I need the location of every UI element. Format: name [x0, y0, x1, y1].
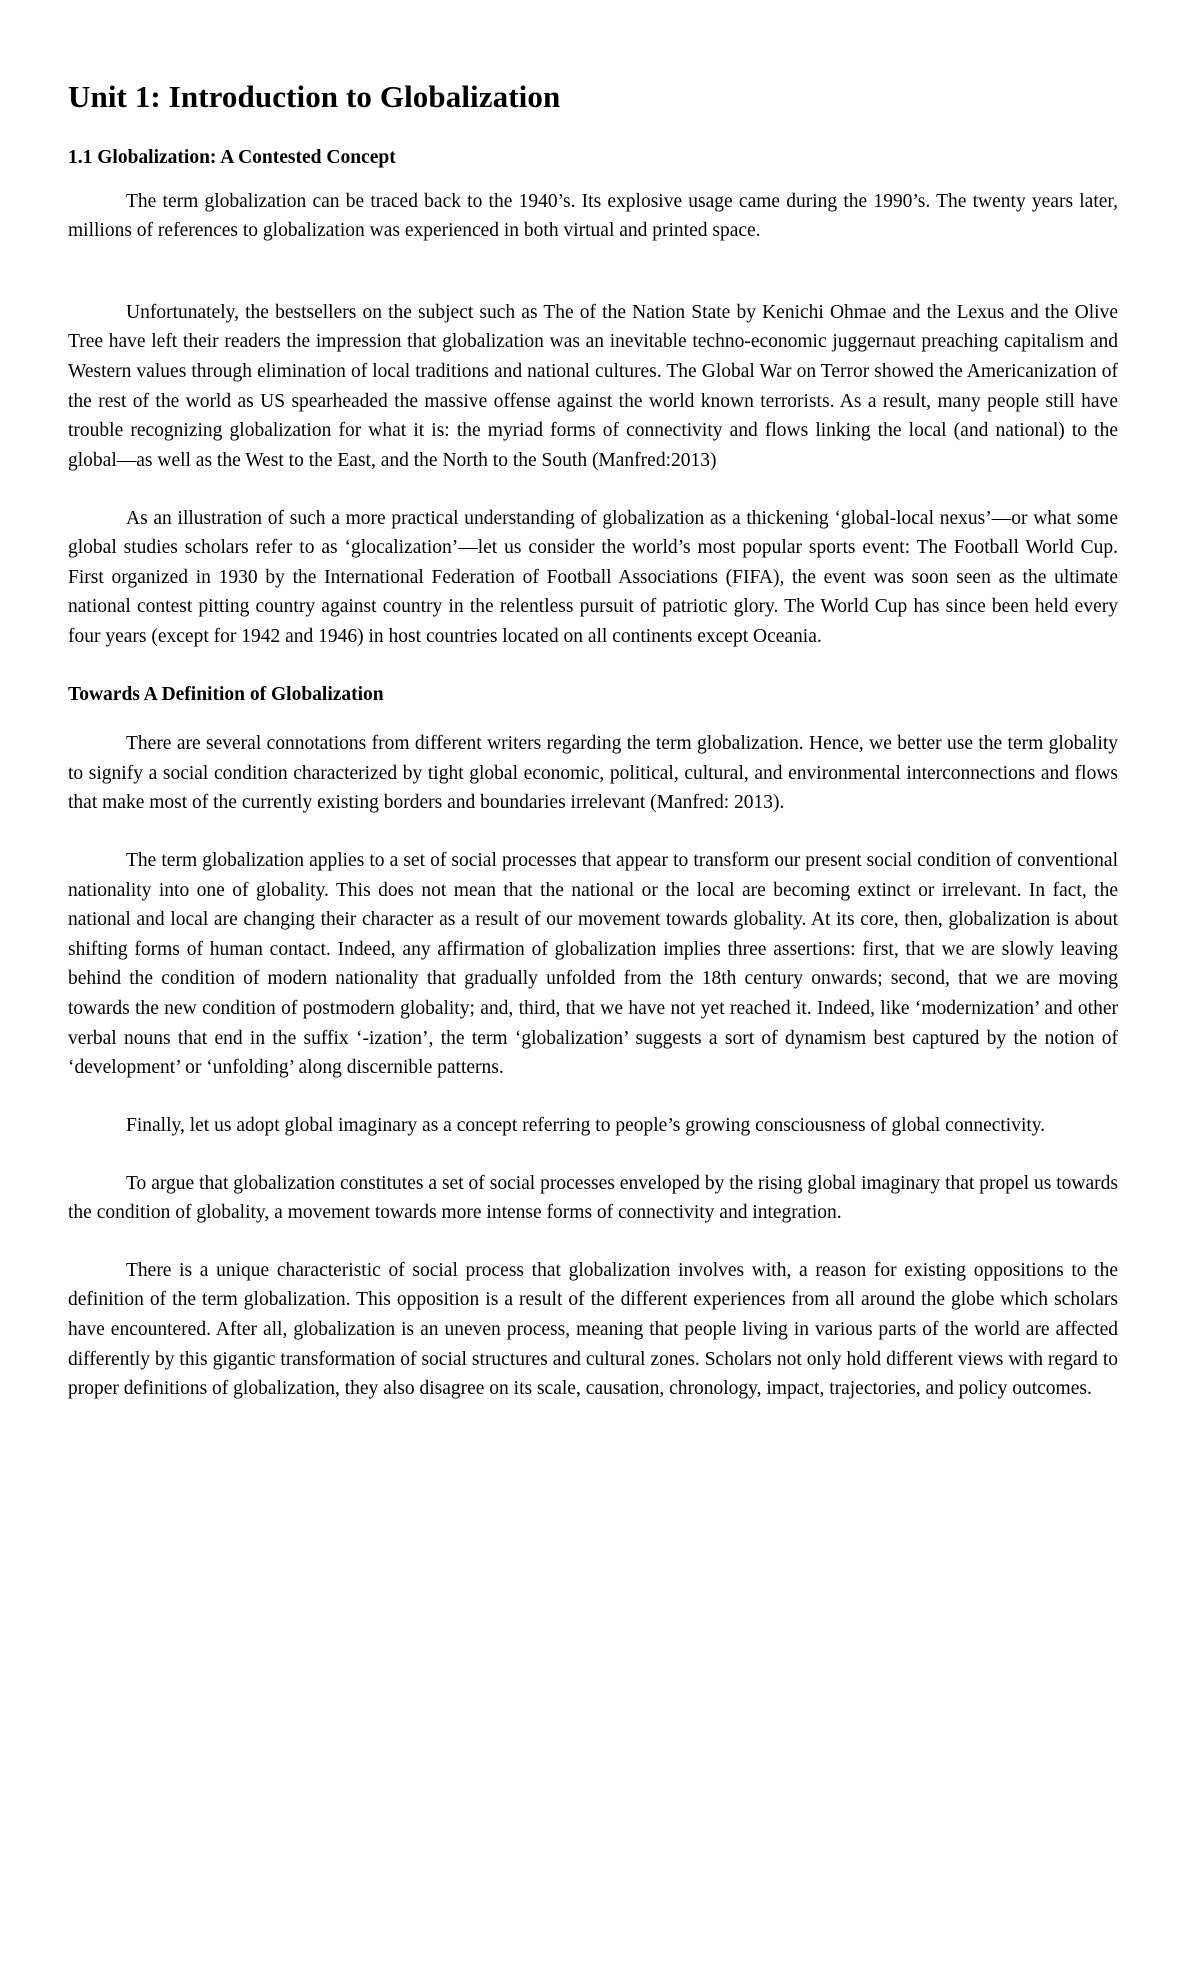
paragraph-5: The term globalization applies to a set of social processes that appear to transform our present social condition of conventional nationality into one of globality. This does not mean that the national or the local are becoming extinct or irrelevant. In fact, the national and local are changing their character as a result of our movement towards globality. At its core, then, globalization is about shifting forms of human contact. Indeed, any affirmation of globalization implies three assertions: first, that we are slowly leaving behind the condition of modern nationality that gradually unfolded from the 18th century onwards; second, that we are moving towards the new condition of postmodern globality; and, third, that we have not yet reached it. Indeed, like ‘modernization’ and other verbal nouns that end in the suffix ‘-ization’, the term ‘globalization’ suggests a sort of dynamism best captured by the notion of ‘development’ or ‘unfolding’ along discernible patterns. — [68, 849, 1118, 1079]
page-title: Unit 1: Introduction to Globalization — [68, 79, 561, 114]
paragraph-6: Finally, let us adopt global imaginary as a concept referring to people’s growing consciousness of global connectivity. — [126, 1114, 1046, 1136]
paragraph-7: To argue that globalization constitutes a set of social processes enveloped by the rising global imaginary that propel us towards the condition of globality, a movement towards more intense forms of connectivity and integration. — [68, 1172, 1118, 1224]
sub-heading-definition: Towards A Definition of Globalization — [68, 683, 384, 705]
section-heading-1-1: 1.1 Globalization: A Contested Concept — [68, 147, 396, 169]
paragraph-4: There are several connotations from different writers regarding the term globalization. Hence, we better use the term globality to signify a social condition characterized by tight global economic, political, cultural, and environmental interconnections and flows that make most of the currently existing borders and boundaries irrelevant (Manfred: 2013). — [68, 733, 1118, 814]
paragraph-2: Unfortunately, the bestsellers on the subject such as The of the Nation State by Kenichi Ohmae and the Lexus and the Olive Tree have left their readers the impression that globalization was an inevitable techno-economic juggernaut preaching capitalism and Western values through elimination of local traditions and national cultures. The Global War on Terror showed the Americanization of the rest of the world as US spearheaded the massive offense against the world known terrorists. As a result, many people still have trouble recognizing globalization for what it is: the myriad forms of connectivity and flows linking the local (and national) to the global—as well as the West to the East, and the North to the South (Manfred:2013) — [68, 301, 1118, 471]
paragraph-8: There is a unique characteristic of social process that globalization involves with, a reason for existing oppositions to the definition of the term globalization. This opposition is a result of the different experiences from all around the globe which scholars have encountered. After all, globalization is an uneven process, meaning that people living in various parts of the world are affected differently by this gigantic transformation of social structures and cultural zones. Scholars not only hold different views with regard to proper definitions of globalization, they also disagree on its scale, causation, chronology, impact, trajectories, and policy outcomes. — [68, 1259, 1118, 1400]
paragraph-1: The term globalization can be traced back to the 1940’s. Its explosive usage came during the 1990’s. The twenty years later, millions of references to globalization was experienced in both virtual and printed space. — [68, 190, 1118, 242]
paragraph-3: As an illustration of such a more practical understanding of globalization as a thickening ‘global-local nexus’—or what some global studies scholars refer to as ‘glocalization’—let us consider the world’s most popular sports event: The Football World Cup. First organized in 1930 by the International Federation of Football Associations (FIFA), the event was soon seen as the ultimate national contest pitting country against country in the relentless pursuit of patriotic glory. The World Cup has since been held every four years (except for 1942 and 1946) in host countries located on all continents except Oceania. — [68, 507, 1118, 648]
